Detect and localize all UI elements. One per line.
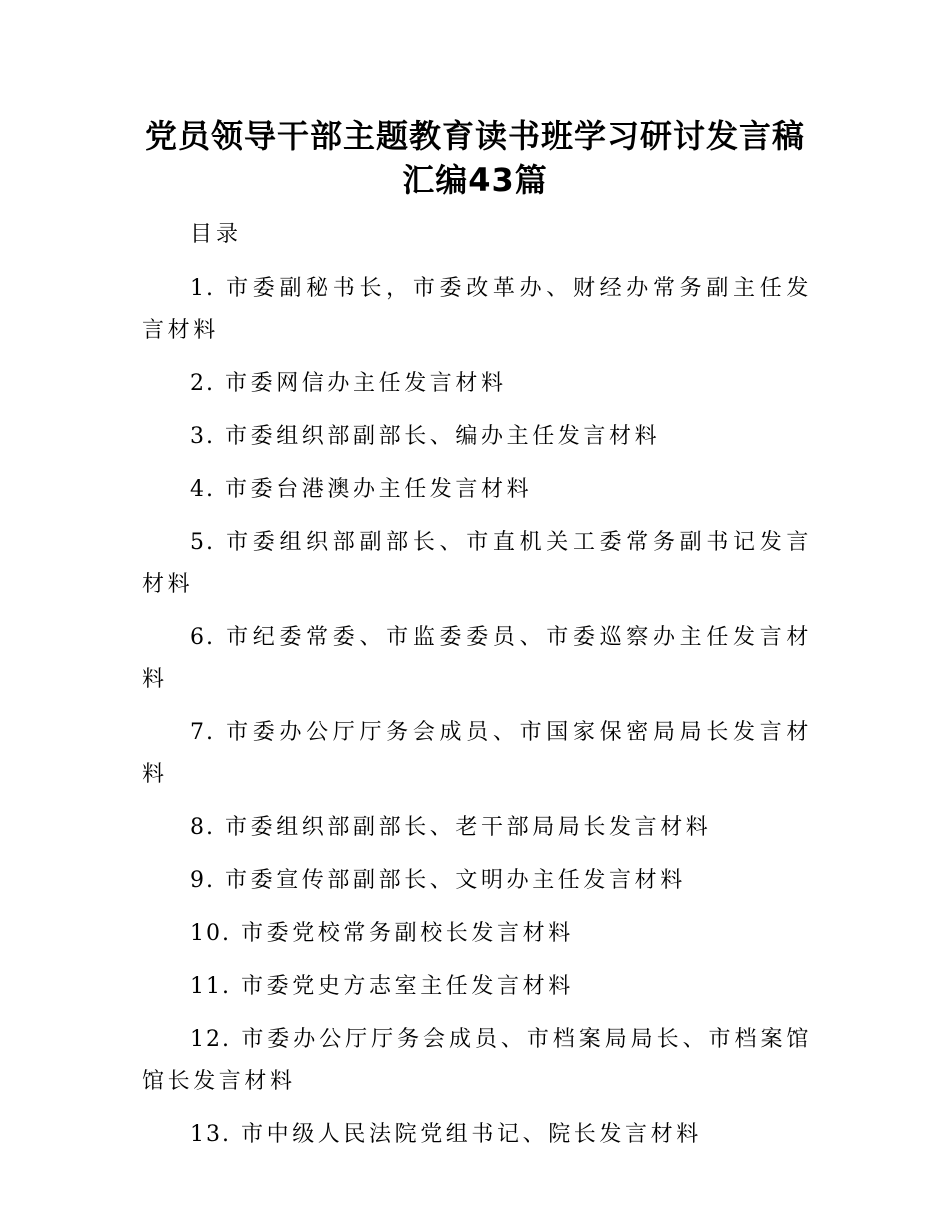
- toc-item-text: 市委党史方志室主任发言材料: [241, 974, 574, 999]
- table-of-contents: [142, 268, 812, 1167]
- toc-item-number: 7.: [190, 720, 215, 745]
- document-title-line-1: 党员领导干部主题教育读书班学习研讨发言稿: [144, 117, 805, 155]
- toc-item-number: 5.: [190, 530, 215, 555]
- document-title-line-2: 汇编43篇: [402, 161, 548, 199]
- toc-item-text: 市委办公厅厅务会成员、市档案局局长、市档案馆馆长发言材料: [142, 1027, 812, 1094]
- toc-item-number: 3.: [190, 424, 215, 449]
- toc-item-number: 1.: [190, 276, 215, 301]
- toc-item-number: 2.: [190, 371, 215, 396]
- toc-item: [142, 363, 812, 405]
- toc-item: [142, 416, 812, 458]
- toc-item-number: 13.: [190, 1122, 231, 1147]
- toc-item-text: 市中级人民法院党组书记、院长发言材料: [241, 1122, 702, 1147]
- toc-item: [142, 268, 812, 352]
- toc-item-number: 4.: [190, 477, 215, 502]
- toc-item: [142, 1019, 812, 1103]
- toc-item-text: 市委副秘书长，市委改革办、财经办常务副主任发言材料: [142, 276, 812, 343]
- toc-item-text: 市委网信办主任发言材料: [225, 371, 507, 396]
- toc-item: [142, 712, 812, 796]
- toc-item-number: 9.: [190, 868, 215, 893]
- toc-item: [142, 807, 812, 849]
- toc-item-text: 市委组织部副部长、老干部局局长发言材料: [225, 815, 712, 840]
- toc-item-text: 市委党校常务副校长发言材料: [241, 921, 574, 946]
- toc-item-text: 市委台港澳办主任发言材料: [225, 477, 533, 502]
- toc-item-text: 市纪委常委、市监委委员、市委巡察办主任发言材料: [142, 625, 812, 692]
- toc-item-number: 11.: [190, 974, 231, 999]
- toc-item: [142, 913, 812, 955]
- toc-item-number: 8.: [190, 815, 215, 840]
- toc-item: [142, 1114, 812, 1156]
- toc-item-text: 市委组织部副部长、编办主任发言材料: [225, 424, 661, 449]
- toc-item-number: 6.: [190, 625, 215, 650]
- toc-item-text: 市委宣传部副部长、文明办主任发言材料: [225, 868, 686, 893]
- toc-heading: 目录: [190, 222, 243, 247]
- toc-item-number: 10.: [190, 921, 231, 946]
- toc-item-number: 12.: [190, 1027, 231, 1052]
- toc-item: [142, 617, 812, 701]
- toc-item: [142, 469, 812, 511]
- toc-item-text: 市委组织部副部长、市直机关工委常务副书记发言材料: [142, 530, 812, 597]
- toc-item-text: 市委办公厅厅务会成员、市国家保密局局长发言材料: [142, 720, 812, 787]
- toc-item: [142, 966, 812, 1008]
- toc-item: [142, 522, 812, 606]
- toc-item: [142, 860, 812, 902]
